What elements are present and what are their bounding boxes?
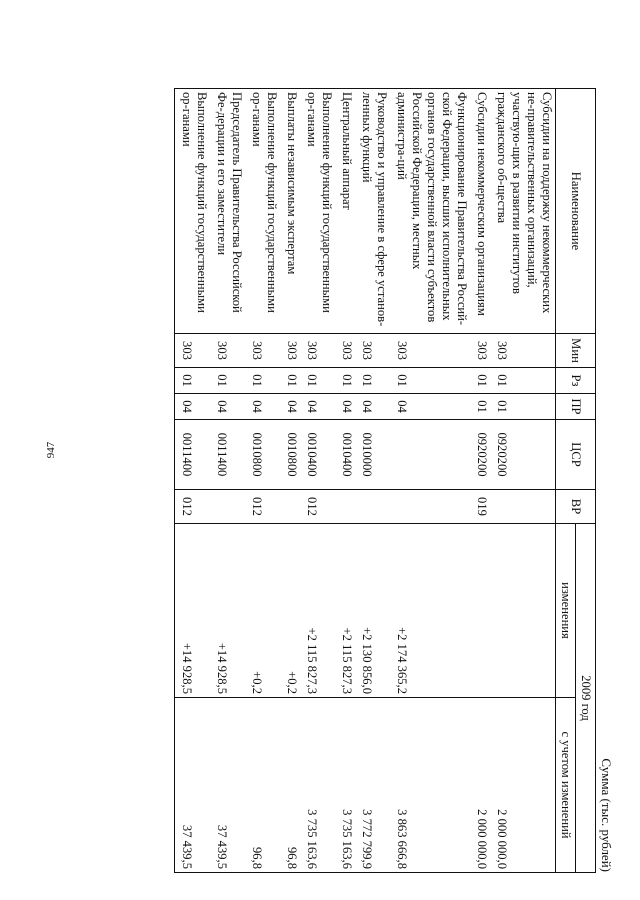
cell-changes [490,524,556,698]
cell-with-changes: 37 439,5 [210,698,245,873]
table-body [175,89,556,873]
cell-pr: 04 [390,394,470,420]
cell-pr: 01 [470,394,490,420]
header-year: 2009 год [576,524,596,873]
cell-vr [490,490,556,524]
cell-pr: 04 [210,394,245,420]
cell-rz: 01 [245,368,280,394]
table-row [175,89,211,873]
cell-name: Субсидии некоммерческим организациям [470,89,490,334]
unit-note: Сумма (тыс. рублей) [599,758,614,872]
cell-name: Выплаты независимым экспертам [280,89,300,334]
cell-rz: 01 [390,368,470,394]
cell-pr: 04 [280,394,300,420]
table-row [300,89,335,873]
budget-table [174,88,596,873]
cell-changes: +0,2 [245,524,280,698]
table-row [210,89,245,873]
cell-min: 303 [355,334,390,368]
cell-vr [280,490,300,524]
cell-changes: +2 130 856,0 [355,524,390,698]
cell-min: 303 [280,334,300,368]
cell-csr: 0010400 [300,420,335,490]
cell-with-changes: 2 000 000,0 [470,698,490,873]
cell-name: Субсидии на поддержку некоммерческих не-правительственных организаций, участвую-щих в развитии институтов гражданского об-щества [490,89,556,334]
cell-min: 303 [470,334,490,368]
cell-min: 303 [175,334,211,368]
cell-changes: +14 928,5 [210,524,245,698]
cell-csr: 0010800 [245,420,280,490]
cell-changes [470,524,490,698]
rotated-page-content [150,80,620,880]
cell-changes: +2 115 827,3 [300,524,335,698]
cell-changes: +0,2 [280,524,300,698]
header-min: Мин [556,334,596,368]
cell-min: 303 [490,334,556,368]
header-vr: ВР [556,490,596,524]
cell-pr: 04 [245,394,280,420]
cell-rz: 01 [355,368,390,394]
cell-csr: 0011400 [175,420,211,490]
cell-csr: 0920200 [490,420,556,490]
cell-with-changes: 3 772 799,9 [355,698,390,873]
cell-with-changes: 3 735 163,6 [300,698,335,873]
cell-csr: 0010000 [355,420,390,490]
cell-csr [390,420,470,490]
cell-pr: 01 [490,394,556,420]
table-row [470,89,490,873]
header-with-changes: с учетом изменений [556,698,576,873]
header-pr: ПР [556,394,596,420]
cell-vr: 012 [245,490,280,524]
table-row [355,89,390,873]
cell-min: 303 [245,334,280,368]
cell-min: 303 [300,334,335,368]
cell-name: Руководство и управление в сфере установ-ленных функций [355,89,390,334]
cell-pr: 04 [175,394,211,420]
cell-with-changes: 96,8 [245,698,280,873]
cell-pr: 04 [355,394,390,420]
cell-changes: +2 174 365,2 [390,524,470,698]
cell-rz: 01 [210,368,245,394]
cell-name: Председатель Правительства Российской Фе-дерации и его заместители [210,89,245,334]
cell-vr: 012 [300,490,335,524]
cell-min: 303 [210,334,245,368]
table-row [335,89,355,873]
table-row [390,89,470,873]
cell-rz: 01 [335,368,355,394]
cell-vr [335,490,355,524]
cell-changes: +14 928,5 [175,524,211,698]
cell-name: Функционирование Правительства Россий-ской Федерации, высших исполнительных органов государственной власти субъектов Российской Федерации, местных администра-ций [390,89,470,334]
cell-csr: 0010800 [280,420,300,490]
header-name: Наименование [556,89,596,334]
cell-rz: 01 [300,368,335,394]
cell-csr: 0920200 [470,420,490,490]
cell-rz: 01 [175,368,211,394]
cell-vr [390,490,470,524]
table-row [245,89,280,873]
cell-pr: 04 [335,394,355,420]
cell-rz: 01 [280,368,300,394]
cell-name: Выполнение функций государственными ор-ганами [175,89,211,334]
header-rz: Рз [556,368,596,394]
cell-with-changes: 96,8 [280,698,300,873]
cell-min: 303 [390,334,470,368]
cell-with-changes: 3 735 163,6 [335,698,355,873]
cell-vr [210,490,245,524]
cell-vr: 012 [175,490,211,524]
cell-rz: 01 [490,368,556,394]
cell-with-changes: 2 000 000,0 [490,698,556,873]
cell-pr: 04 [300,394,335,420]
cell-csr: 0011400 [210,420,245,490]
cell-rz: 01 [470,368,490,394]
header-csr: ЦСР [556,420,596,490]
table-row [280,89,300,873]
cell-vr: 019 [470,490,490,524]
header-row-1 [576,89,596,873]
cell-with-changes: 37 439,5 [175,698,211,873]
cell-csr: 0010400 [335,420,355,490]
cell-min: 303 [335,334,355,368]
cell-changes: +2 115 827,3 [335,524,355,698]
header-changes: изменения [556,524,576,698]
cell-name: Выполнение функций государственными ор-ганами [300,89,335,334]
cell-vr [355,490,390,524]
cell-with-changes: 3 863 666,8 [390,698,470,873]
page-number: 947 [45,441,57,459]
table-row [490,89,556,873]
cell-name: Выполнение функций государственными ор-ганами [245,89,280,334]
cell-name: Центральный аппарат [335,89,355,334]
